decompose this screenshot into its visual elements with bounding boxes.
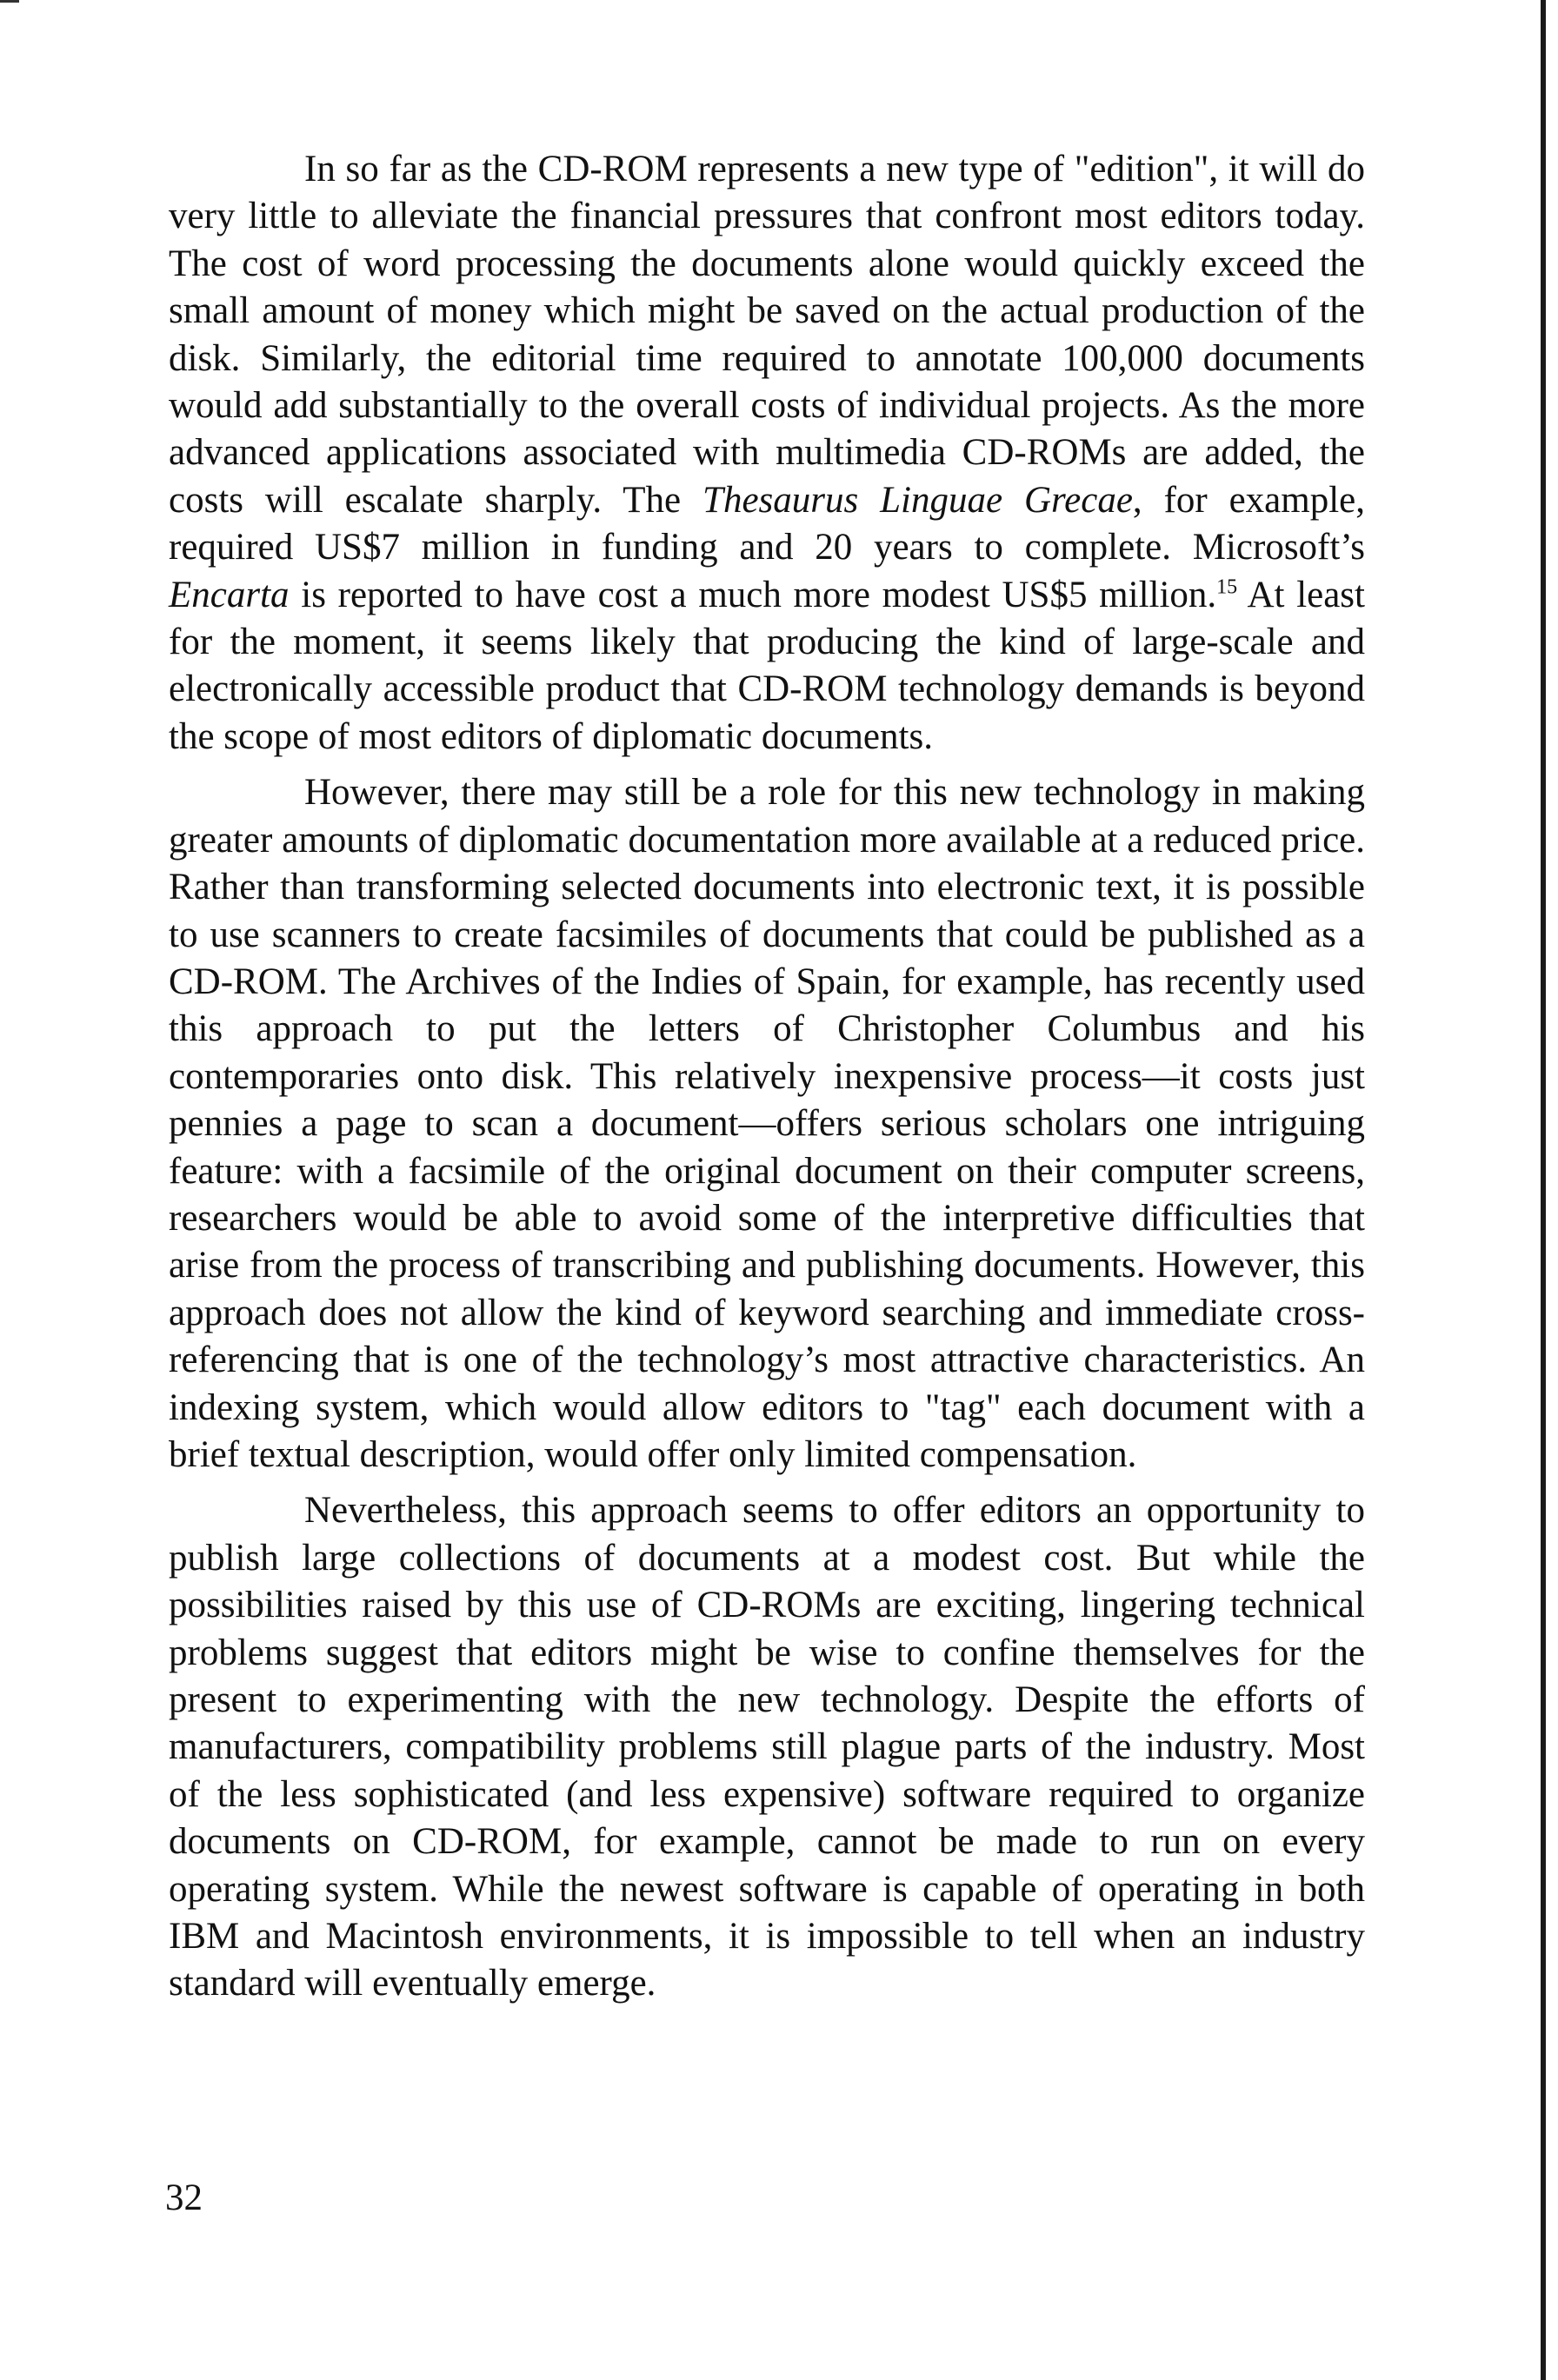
scan-corner-mark <box>0 0 19 3</box>
paragraph <box>169 769 1365 1479</box>
paragraph-text: However, there may still be a role for this new technology in making greater amounts of diplomatic documentation more available at a reduced price. Rather than transforming selected documents into electronic text, it is possible to use scanners to create facsimiles of documents that could be published as a CD-ROM. The Archives of the Indies of Spain, for example, has recently used this approach to put the letters of Christopher Columbus and his contemporaries onto disk. This relatively inexpensive process—it costs just pennies a page to scan a document—offers serious scholars one intriguing feature: with a facsimile of the original document on their computer screens, researchers would be able to avoid some of the interpretive difficulties that arise from the process of transcribing and publishing documents. However, this approach does not allow the kind of keyword searching and immediate cross-referencing that is one of the technology’s most attractive characteristics. An indexing system, which would allow editors to "tag" each document with a brief textual description, would offer only limited compensation. <box>169 772 1365 1475</box>
page-number: 32 <box>165 2177 203 2218</box>
page-edge-border <box>1541 0 1546 2380</box>
paragraph-text: , for example, required US$7 million in funding and 20 years to complete. Microsoft’s <box>169 479 1365 568</box>
paragraph <box>169 146 1365 761</box>
paragraph-text: is reported to have cost a much more modest US$5 million. <box>289 574 1217 615</box>
footnote-marker: 15 <box>1216 575 1238 599</box>
paragraph-text: In so far as the CD-ROM represents a new type of "edition", it will do very little to alleviate the financial pressures that confront most editors today. The cost of word processing the documents alone would quickly exceed the small amount of money which might be saved on the actual production of the disk. Similarly, the editorial time required to annotate 100,000 documents would add substantially to the overall costs of individual projects. As the more advanced applications associated with multimedia CD-ROMs are added, the costs will escalate sharply. The <box>169 149 1365 521</box>
paragraph <box>169 1487 1365 2007</box>
paragraph-text: At least for the moment, it seems likely that producing the kind of large-scale and electronically accessible product that CD-ROM technology demands is beyond the scope of most editors of diplomatic documents. <box>169 574 1365 757</box>
page-body <box>169 146 1365 2008</box>
product-title-italic: Encarta <box>169 574 290 615</box>
book-title-italic: Thesaurus Linguae Grecae <box>702 479 1133 521</box>
paragraph-text: Nevertheless, this approach seems to offer editors an opportunity to publish large collections of documents at a modest cost. But while the possibilities raised by this use of CD-ROMs are exciting, lingering technical problems suggest that editors might be wise to confine themselves for the present to experimenting with the new technology. Despite the efforts of manufacturers, compatibility problems still plague parts of the industry. Most of the less sophisticated (and less expensive) software required to organize documents on CD-ROM, for example, cannot be made to run on every operating system. While the newest software is capable of operating in both IBM and Macintosh environments, it is impossible to tell when an industry standard will eventually emerge. <box>169 1490 1365 2004</box>
